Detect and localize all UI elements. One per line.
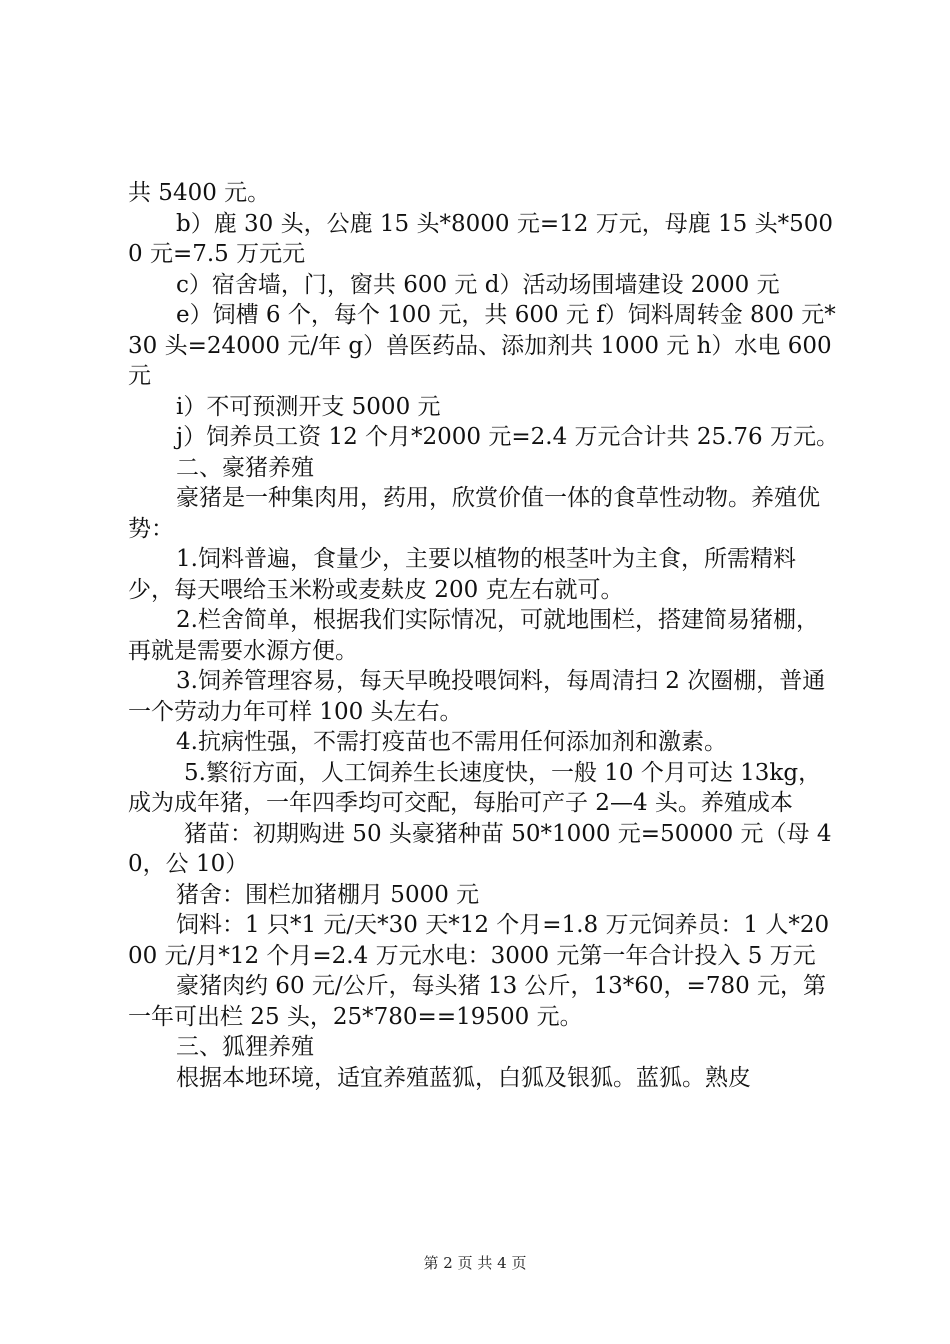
paragraph: 共 5400 元。	[128, 180, 271, 206]
list-item: 3.饲养管理容易，每天早晚投喂饲料，每周清扫 2 次圈棚，普通一个劳动力年可样 100 头左右。	[128, 668, 826, 725]
section-heading: 三、狐狸养殖	[176, 1034, 314, 1060]
paragraph: e）饲槽 6 个，每个 100 元，共 600 元 f）饲料周转金 800 元*30 头=24000 元/年 g）兽医药品、添加剂共 1000 元 h）水电 600 元	[128, 302, 836, 389]
document-body	[128, 178, 840, 1093]
paragraph: i）不可预测开支 5000 元	[176, 393, 441, 420]
paragraph: 豪猪肉约 60 元/公斤，每头猪 13 公斤，13*60，=780 元，第一年可出栏 25 头，25*780==19500 元。	[128, 973, 827, 1030]
section-heading: 二、豪猪养殖	[176, 454, 314, 481]
paragraph: b）鹿 30 头，公鹿 15 头*8000 元=12 万元，母鹿 15 头*5000 元=7.5 万元元	[128, 210, 833, 267]
list-item: 2.栏舍简单，根据我们实际情况，可就地围栏，搭建简易猪棚，再就是需要水源方便。	[128, 607, 819, 664]
paragraph: 猪舍：围栏加猪棚月 5000 元	[176, 881, 480, 908]
paragraph: 猪苗：初期购进 50 头豪猪种苗 50*1000 元=50000 元（母 40，公 10）	[128, 820, 832, 877]
list-item: 1.饲料普遍，食量少，主要以植物的根茎叶为主食，所需精料少，每天喂给玉米粉或麦麸皮 200 克左右就可。	[128, 546, 796, 603]
paragraph: 饲料：1 只*1 元/天*30 天*12 个月=1.8 万元饲养员：1 人*2000 元/月*12 个月=2.4 万元水电：3000 元第一年合计投入 5 万元	[128, 912, 830, 969]
list-item: 5.繁衍方面，人工饲养生长速度快，一般 10 个月可达 13kg，成为成年猪，一年四季均可交配，每胎可产子 2—4 头。养殖成本	[128, 759, 822, 816]
list-item: 4.抗病性强，不需打疫苗也不需用任何添加剂和激素。	[176, 729, 727, 755]
paragraph: 豪猪是一种集肉用，药用，欣赏价值一体的食草性动物。养殖优势：	[128, 485, 820, 542]
page-footer: 第 2 页 共 4 页	[423, 1254, 527, 1272]
paragraph: j）饲养员工资 12 个月*2000 元=2.4 万元合计共 25.76 万元。	[176, 424, 839, 450]
paragraph: c）宿舍墙，门，窗共 600 元 d）活动场围墙建设 2000 元	[176, 271, 780, 298]
paragraph: 根据本地环境，适宜养殖蓝狐，白狐及银狐。蓝狐。熟皮	[176, 1064, 751, 1091]
